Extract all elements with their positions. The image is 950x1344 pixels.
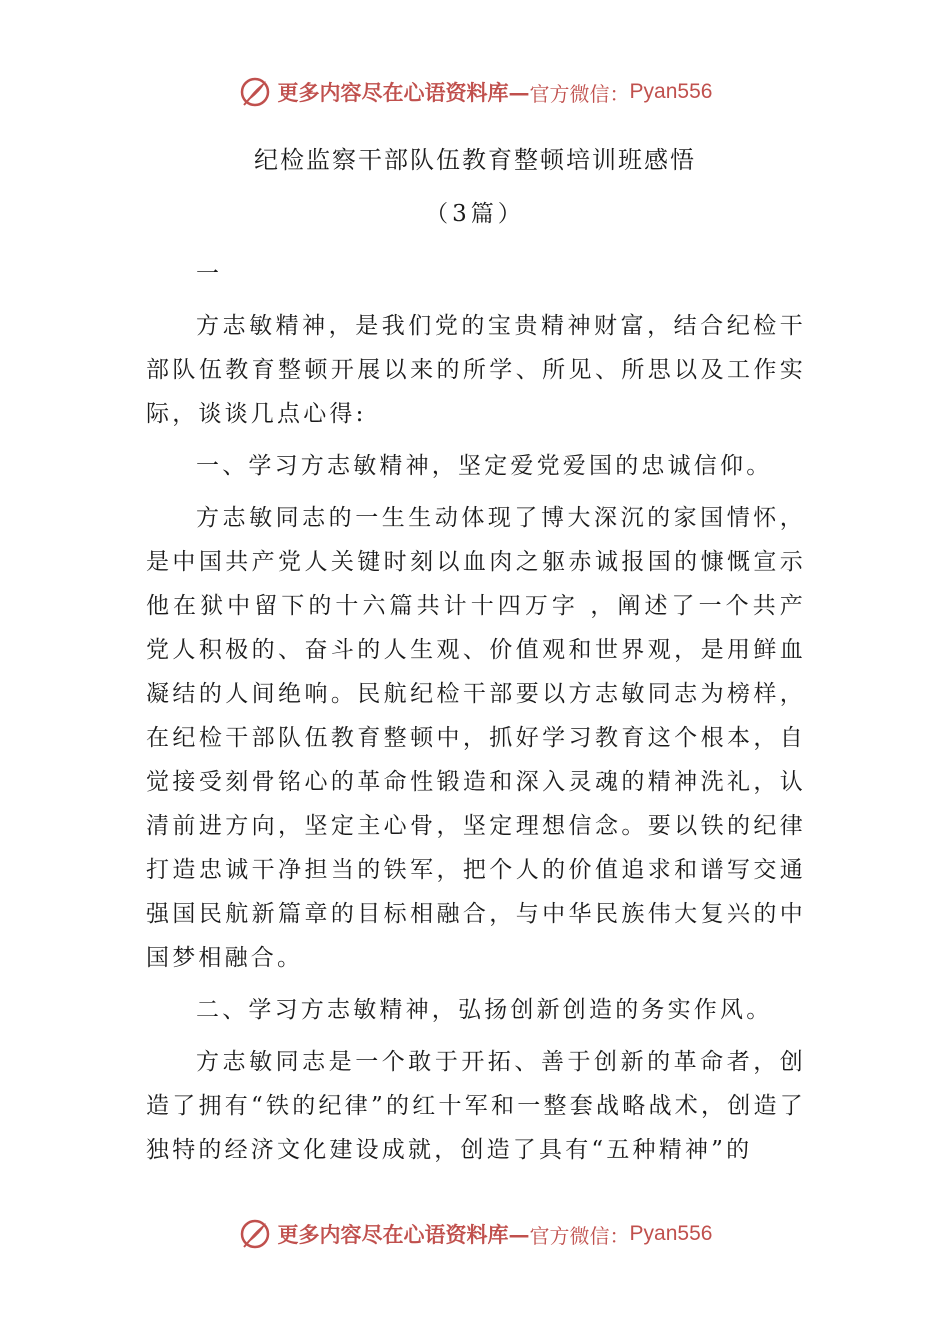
section-marker: 一 <box>196 261 223 287</box>
document-body <box>146 252 806 1172</box>
paragraph: 方志敏精神，是我们党的宝贵精神财富，结合纪检干部队伍教育整顿开展以来的所学、所见、所思以及工作实际，谈谈几点心得: <box>146 313 806 427</box>
footer-watermark-banner <box>0 1212 950 1256</box>
banner-wechat-label: 官方微信： <box>529 81 630 106</box>
banner-site-text: 更多内容尽在心语资料库 <box>277 80 509 105</box>
banner-site-text: 更多内容尽在心语资料库 <box>277 1222 509 1247</box>
document-subtitle: （3篇） <box>425 201 525 227</box>
heading-paragraph: 二、学习方志敏精神，弘扬创新创造的务实作风。 <box>196 997 773 1023</box>
banner-wechat-label: 官方微信： <box>529 1223 630 1248</box>
paragraph: 方志敏同志是一个敢于开拓、善于创新的革命者，创造了拥有“铁的纪律”的红十军和一整套战略战术，创造了独特的经济文化建设成就，创造了具有“五种精神”的 <box>146 1049 806 1163</box>
quill-logo-icon <box>238 75 272 109</box>
banner-wechat-id: Pyan556 <box>629 1222 713 1245</box>
header-watermark-banner <box>0 70 950 114</box>
banner-wechat-id: Pyan556 <box>629 80 713 103</box>
document-title: 纪检监察干部队伍教育整顿培训班感悟 <box>254 146 696 174</box>
quill-logo-icon <box>238 1217 272 1251</box>
banner-dash: — <box>508 79 530 105</box>
heading-paragraph: 一、学习方志敏精神，坚定爱党爱国的忠诚信仰。 <box>196 453 773 479</box>
banner-dash: — <box>508 1221 530 1247</box>
paragraph: 方志敏同志的一生生动体现了博大深沉的家国情怀，是中国共产党人关键时刻以血肉之躯赤诚报国的慷慨宣示他在狱中留下的十六篇共计十四万字 ，阐述了一个共产党人积极的、奋斗的人生观、价值观和世界观，是用鲜血凝结的人间绝响。民航纪检干部要以方志敏同志为榜样，在纪检干部队伍教育整顿中，抓好学习教育这个根本，自觉接受刻骨铭心的革命性锻造和深入灵魂的精神洗礼，认清前进方向，坚定主心骨，坚定理想信念。要以铁的纪律打造忠诚干净担当的铁军，把个人的价值追求和谱写交通强国民航新篇章的目标相融合，与中华民族伟大复兴的中国梦相融合。 <box>146 505 806 971</box>
